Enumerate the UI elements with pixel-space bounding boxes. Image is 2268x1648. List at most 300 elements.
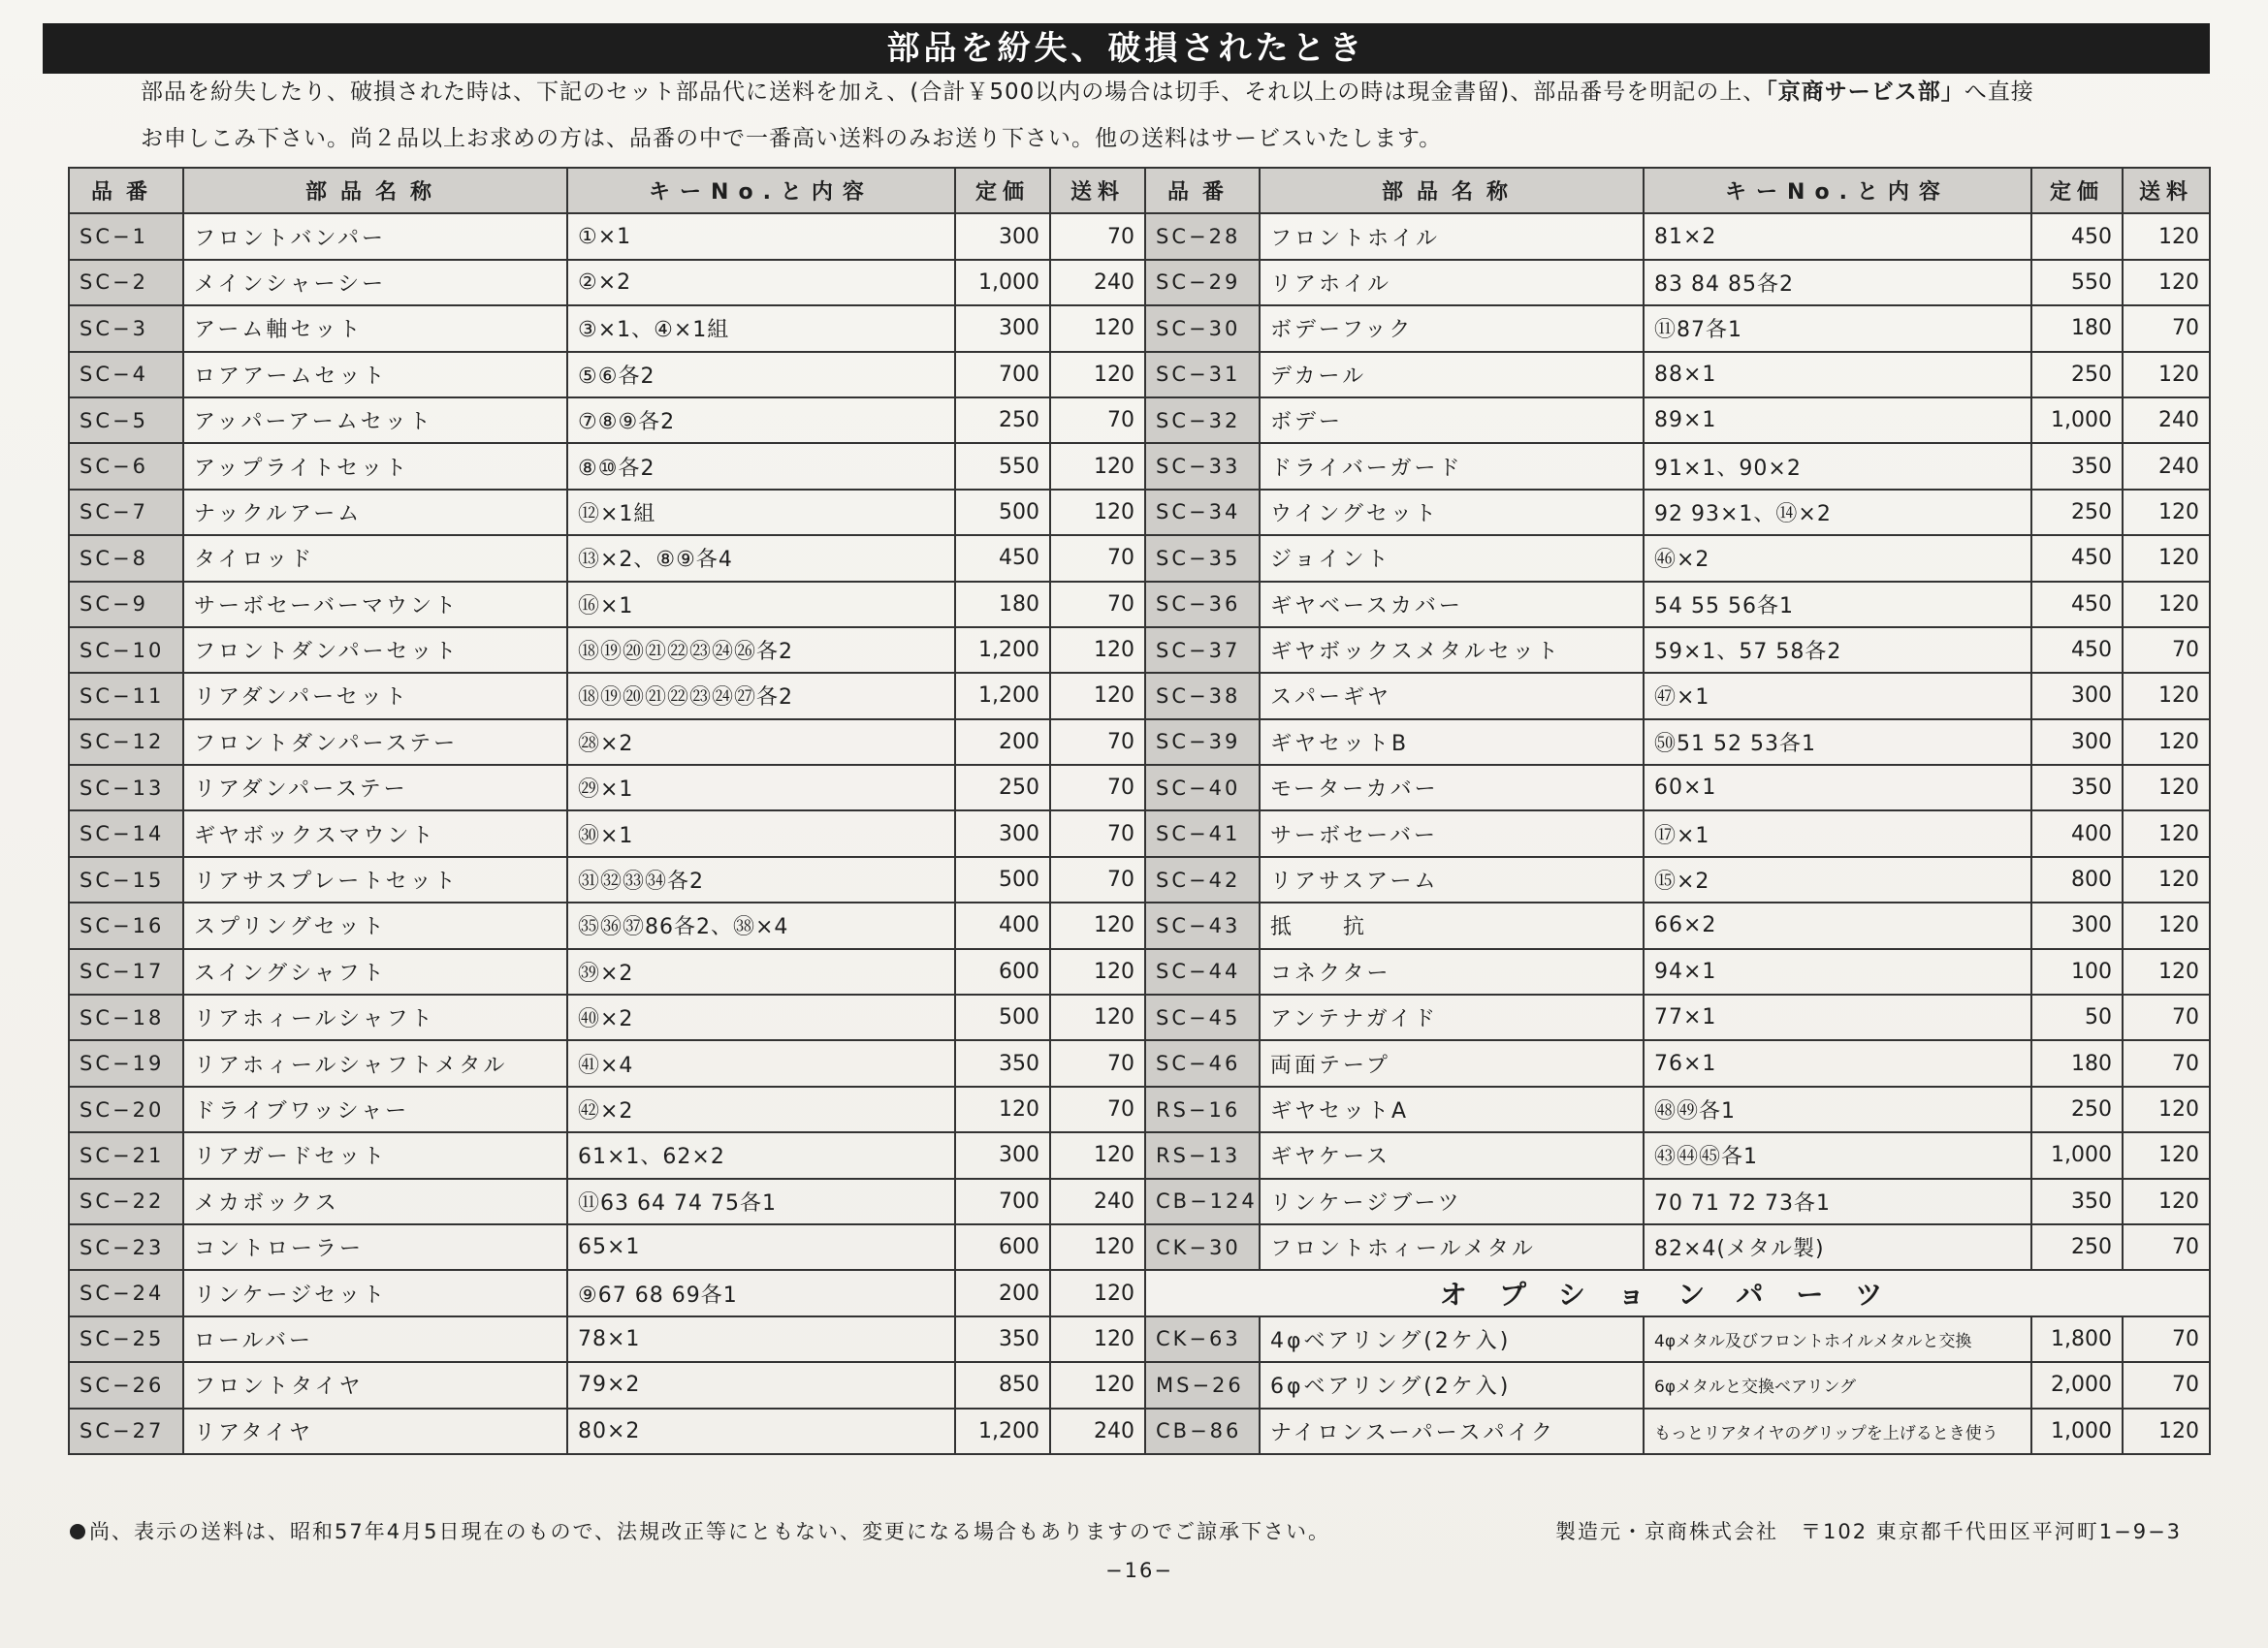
part-code: SC−24 <box>69 1270 183 1315</box>
part-code: SC−34 <box>1145 490 1260 535</box>
part-shipping: 120 <box>2123 582 2210 627</box>
part-key: 54 55 56各1 <box>1644 582 2031 627</box>
part-name: リアダンパーセット <box>183 673 567 718</box>
part-name: ジョイント <box>1260 535 1644 581</box>
part-key: ⑪87各1 <box>1644 305 2031 351</box>
part-code: CB−124 <box>1145 1179 1260 1224</box>
part-shipping: 120 <box>2123 949 2210 995</box>
shipping-note-text: 尚、表示の送料は、昭和57年4月5日現在のもので、法規改正等にともない、変更になる場合もありますのでご諒承下さい。 <box>89 1520 1331 1543</box>
part-key: 76×1 <box>1644 1040 2031 1086</box>
table-row <box>69 1179 2210 1224</box>
part-key: ⑱⑲⑳㉑㉒㉓㉔㉖各2 <box>567 627 955 673</box>
part-key: 89×1 <box>1644 397 2031 443</box>
part-code: SC−37 <box>1145 627 1260 673</box>
part-shipping: 120 <box>1050 1224 1145 1270</box>
table-row <box>69 857 2210 903</box>
table-row <box>69 627 2210 673</box>
part-price: 350 <box>2031 1179 2123 1224</box>
header-key: キーNo.と内容 <box>567 168 955 213</box>
part-price: 350 <box>955 1040 1050 1086</box>
part-name: リアサスアーム <box>1260 857 1644 903</box>
part-price: 350 <box>2031 443 2123 489</box>
part-key: 66×2 <box>1644 903 2031 948</box>
part-price: 400 <box>2031 810 2123 856</box>
table-row <box>69 305 2210 351</box>
part-name: 抵 抗 <box>1260 903 1644 948</box>
part-key: ㊶×4 <box>567 1040 955 1086</box>
part-key: 81×2 <box>1644 213 2031 259</box>
part-name: ギヤボックスメタルセット <box>1260 627 1644 673</box>
part-key: ⑯×1 <box>567 582 955 627</box>
part-shipping: 120 <box>1050 627 1145 673</box>
part-key: ⑰×1 <box>1644 810 2031 856</box>
part-name: リアホィールシャフト <box>183 995 567 1040</box>
part-key: 94×1 <box>1644 949 2031 995</box>
part-code: SC−11 <box>69 673 183 718</box>
part-code: SC−46 <box>1145 1040 1260 1086</box>
part-price: 450 <box>2031 535 2123 581</box>
part-shipping: 120 <box>1050 995 1145 1040</box>
table-row <box>69 995 2210 1040</box>
table-row <box>69 1132 2210 1178</box>
part-key: ⑮×2 <box>1644 857 2031 903</box>
part-shipping: 70 <box>1050 213 1145 259</box>
part-shipping: 120 <box>1050 949 1145 995</box>
part-shipping: 70 <box>1050 582 1145 627</box>
part-code: SC−27 <box>69 1409 183 1454</box>
part-key: 92 93×1、⑭×2 <box>1644 490 2031 535</box>
part-price: 50 <box>2031 995 2123 1040</box>
table-row <box>69 1087 2210 1132</box>
part-code: SC−31 <box>1145 352 1260 397</box>
part-key: ⑨67 68 69各1 <box>567 1270 955 1315</box>
part-code: SC−42 <box>1145 857 1260 903</box>
part-name: ロールバー <box>183 1316 567 1362</box>
part-shipping: 70 <box>1050 1040 1145 1086</box>
part-shipping: 120 <box>1050 903 1145 948</box>
part-key: ㉟㊱㊲86各2、㊳×4 <box>567 903 955 948</box>
table-row <box>69 213 2210 259</box>
part-code: SC−22 <box>69 1179 183 1224</box>
manufacturer-info: 製造元・京商株式会社 〒102 東京都千代田区平河町1−9−3 <box>1555 1520 2183 1543</box>
part-key: ①×1 <box>567 213 955 259</box>
part-name: サーボセーバーマウント <box>183 582 567 627</box>
part-code: SC−17 <box>69 949 183 995</box>
part-price: 1,000 <box>2031 397 2123 443</box>
table-row <box>69 673 2210 718</box>
part-code: SC−18 <box>69 995 183 1040</box>
service-dept-name: 「京商サービス部」 <box>1766 79 1965 105</box>
part-price: 180 <box>2031 305 2123 351</box>
part-name: フロントホィールメタル <box>1260 1224 1644 1270</box>
part-key: 65×1 <box>567 1224 955 1270</box>
table-row <box>69 903 2210 948</box>
part-shipping: 70 <box>2123 305 2210 351</box>
part-price: 100 <box>2031 949 2123 995</box>
part-name: ドライバーガード <box>1260 443 1644 489</box>
page-number: −16− <box>1105 1559 1173 1582</box>
part-shipping: 120 <box>2123 719 2210 765</box>
part-shipping: 120 <box>2123 810 2210 856</box>
part-code: SC−1 <box>69 213 183 259</box>
part-shipping: 120 <box>2123 903 2210 948</box>
table-row <box>69 1270 2210 1315</box>
part-price: 250 <box>2031 352 2123 397</box>
part-name: ウイングセット <box>1260 490 1644 535</box>
option-description: もっとリアタイヤのグリップを上げるとき使う <box>1644 1409 2031 1454</box>
part-price: 180 <box>2031 1040 2123 1086</box>
part-shipping: 120 <box>2123 765 2210 810</box>
part-name: ギヤケース <box>1260 1132 1644 1178</box>
table-row <box>69 765 2210 810</box>
part-price: 1,200 <box>955 627 1050 673</box>
header-row <box>69 168 2210 213</box>
part-price: 850 <box>955 1362 1050 1408</box>
part-shipping: 70 <box>1050 719 1145 765</box>
part-name: フロントタイヤ <box>183 1362 567 1408</box>
part-price: 300 <box>955 305 1050 351</box>
part-code: SC−40 <box>1145 765 1260 810</box>
part-name: フロントバンパー <box>183 213 567 259</box>
option-shipping: 70 <box>2123 1362 2210 1408</box>
part-key: 88×1 <box>1644 352 2031 397</box>
part-code: CK−30 <box>1145 1224 1260 1270</box>
part-code: SC−41 <box>1145 810 1260 856</box>
part-key: ⑦⑧⑨各2 <box>567 397 955 443</box>
part-code: SC−26 <box>69 1362 183 1408</box>
part-key: ㉛㉜㉝㉞各2 <box>567 857 955 903</box>
part-shipping: 70 <box>1050 857 1145 903</box>
header-key: キーNo.と内容 <box>1644 168 2031 213</box>
part-code: SC−39 <box>1145 719 1260 765</box>
part-name: 両面テープ <box>1260 1040 1644 1086</box>
part-name: モーターカバー <box>1260 765 1644 810</box>
part-code: SC−32 <box>1145 397 1260 443</box>
part-price: 800 <box>2031 857 2123 903</box>
table-row <box>69 582 2210 627</box>
part-name: コントローラー <box>183 1224 567 1270</box>
part-price: 700 <box>955 1179 1050 1224</box>
part-name: アンテナガイド <box>1260 995 1644 1040</box>
header-name: 部品名称 <box>183 168 567 213</box>
part-name: リアホィールシャフトメタル <box>183 1040 567 1086</box>
part-shipping: 120 <box>2123 535 2210 581</box>
part-code: SC−19 <box>69 1040 183 1086</box>
part-name: メインシャーシー <box>183 260 567 305</box>
table-row <box>69 260 2210 305</box>
part-name: ボデーフック <box>1260 305 1644 351</box>
part-shipping: 70 <box>2123 1224 2210 1270</box>
part-shipping: 70 <box>1050 810 1145 856</box>
part-name: フロントダンパーセット <box>183 627 567 673</box>
table-row <box>69 719 2210 765</box>
part-price: 600 <box>955 1224 1050 1270</box>
part-key: ③×1、④×1組 <box>567 305 955 351</box>
part-shipping: 120 <box>2123 1179 2210 1224</box>
part-price: 500 <box>955 490 1050 535</box>
part-key: ⑫×1組 <box>567 490 955 535</box>
part-name: コネクター <box>1260 949 1644 995</box>
part-price: 450 <box>955 535 1050 581</box>
part-key: ㊸㊹㊺各1 <box>1644 1132 2031 1178</box>
part-shipping: 120 <box>2123 1132 2210 1178</box>
part-code: SC−28 <box>1145 213 1260 259</box>
parts-table <box>68 167 2211 1455</box>
parts-table-body <box>69 213 2210 1454</box>
part-shipping: 120 <box>1050 1316 1145 1362</box>
part-name: フロントダンパーステー <box>183 719 567 765</box>
part-key: 91×1、90×2 <box>1644 443 2031 489</box>
header-ship: 送料 <box>1050 168 1145 213</box>
part-price: 1,000 <box>955 260 1050 305</box>
intro-text-end: へ直接 <box>1964 79 2034 105</box>
part-price: 1,200 <box>955 1409 1050 1454</box>
part-shipping: 120 <box>1050 1132 1145 1178</box>
table-row <box>69 535 2210 581</box>
part-shipping: 120 <box>1050 673 1145 718</box>
part-key: 60×1 <box>1644 765 2031 810</box>
part-code: SC−43 <box>1145 903 1260 948</box>
part-name: アーム軸セット <box>183 305 567 351</box>
part-name: アップライトセット <box>183 443 567 489</box>
part-price: 250 <box>2031 1224 2123 1270</box>
part-price: 700 <box>955 352 1050 397</box>
part-name: リンケージブーツ <box>1260 1179 1644 1224</box>
part-code: RS−16 <box>1145 1087 1260 1132</box>
option-name: 6φベアリング(2ケ入) <box>1260 1362 1644 1408</box>
part-code: SC−21 <box>69 1132 183 1178</box>
part-shipping: 70 <box>1050 535 1145 581</box>
part-code: SC−14 <box>69 810 183 856</box>
part-shipping: 120 <box>1050 490 1145 535</box>
part-name: ドライブワッシャー <box>183 1087 567 1132</box>
bullet-icon <box>70 1524 85 1539</box>
part-key: 82×4(メタル製) <box>1644 1224 2031 1270</box>
part-shipping: 120 <box>1050 305 1145 351</box>
part-shipping: 120 <box>1050 443 1145 489</box>
part-name: ギヤベースカバー <box>1260 582 1644 627</box>
part-name: リアサスプレートセット <box>183 857 567 903</box>
table-row <box>69 443 2210 489</box>
part-name: アッパーアームセット <box>183 397 567 443</box>
part-name: ギヤセットB <box>1260 719 1644 765</box>
part-code: SC−30 <box>1145 305 1260 351</box>
part-code: SC−44 <box>1145 949 1260 995</box>
part-key: 61×1、62×2 <box>567 1132 955 1178</box>
table-row <box>69 810 2210 856</box>
part-key: ②×2 <box>567 260 955 305</box>
part-key: ㊴×2 <box>567 949 955 995</box>
part-code: SC−36 <box>1145 582 1260 627</box>
part-name: スパーギヤ <box>1260 673 1644 718</box>
table-row <box>69 397 2210 443</box>
part-price: 1,200 <box>955 673 1050 718</box>
part-key: 83 84 85各2 <box>1644 260 2031 305</box>
part-code: SC−35 <box>1145 535 1260 581</box>
part-price: 400 <box>955 903 1050 948</box>
part-shipping: 120 <box>2123 1087 2210 1132</box>
part-price: 300 <box>955 213 1050 259</box>
part-key: 78×1 <box>567 1316 955 1362</box>
part-code: SC−20 <box>69 1087 183 1132</box>
part-price: 250 <box>955 765 1050 810</box>
part-code: SC−4 <box>69 352 183 397</box>
part-price: 250 <box>955 397 1050 443</box>
intro-line-1 <box>141 78 2216 107</box>
page-title: 部品を紛失、破損されたとき <box>43 23 2210 74</box>
part-name: ギヤセットA <box>1260 1087 1644 1132</box>
part-name: リアガードセット <box>183 1132 567 1178</box>
part-key: 77×1 <box>1644 995 2031 1040</box>
option-description: 6φメタルと交換ベアリング <box>1644 1362 2031 1408</box>
part-key: ㉙×1 <box>567 765 955 810</box>
intro-line-2: お申しこみ下さい。尚２品以上お求めの方は、品番の中で一番高い送料のみお送り下さい。他の送料はサービスいたします。 <box>141 126 1443 151</box>
part-name: ギヤボックスマウント <box>183 810 567 856</box>
part-shipping: 240 <box>1050 260 1145 305</box>
part-name: リアタイヤ <box>183 1409 567 1454</box>
part-price: 180 <box>955 582 1050 627</box>
table-row <box>69 490 2210 535</box>
part-key: ㊻×2 <box>1644 535 2031 581</box>
part-price: 300 <box>2031 903 2123 948</box>
part-price: 500 <box>955 995 1050 1040</box>
part-shipping: 240 <box>1050 1179 1145 1224</box>
part-price: 200 <box>955 719 1050 765</box>
part-code: SC−15 <box>69 857 183 903</box>
table-row <box>69 1362 2210 1408</box>
part-key: 59×1、57 58各2 <box>1644 627 2031 673</box>
part-price: 300 <box>955 1132 1050 1178</box>
table-row <box>69 352 2210 397</box>
part-key: ㉚×1 <box>567 810 955 856</box>
part-price: 1,000 <box>2031 1132 2123 1178</box>
part-key: 70 71 72 73各1 <box>1644 1179 2031 1224</box>
part-price: 350 <box>2031 765 2123 810</box>
part-shipping: 240 <box>2123 443 2210 489</box>
part-key: ㉘×2 <box>567 719 955 765</box>
part-shipping: 240 <box>1050 1409 1145 1454</box>
part-shipping: 120 <box>1050 352 1145 397</box>
part-price: 600 <box>955 949 1050 995</box>
part-name: タイロッド <box>183 535 567 581</box>
part-name: リアホイル <box>1260 260 1644 305</box>
part-code: SC−16 <box>69 903 183 948</box>
part-shipping: 70 <box>1050 1087 1145 1132</box>
table-row <box>69 1409 2210 1454</box>
part-shipping: 70 <box>1050 765 1145 810</box>
option-shipping: 120 <box>2123 1409 2210 1454</box>
option-shipping: 70 <box>2123 1316 2210 1362</box>
part-code: SC−12 <box>69 719 183 765</box>
part-name: スプリングセット <box>183 903 567 948</box>
part-price: 550 <box>2031 260 2123 305</box>
part-price: 300 <box>955 810 1050 856</box>
option-price: 1,000 <box>2031 1409 2123 1454</box>
part-price: 450 <box>2031 213 2123 259</box>
header-price: 定価 <box>955 168 1050 213</box>
part-shipping: 70 <box>2123 627 2210 673</box>
part-price: 450 <box>2031 627 2123 673</box>
part-name: デカール <box>1260 352 1644 397</box>
part-name: ロアアームセット <box>183 352 567 397</box>
part-shipping: 120 <box>2123 673 2210 718</box>
part-code: SC−7 <box>69 490 183 535</box>
part-price: 120 <box>955 1087 1050 1132</box>
part-code: SC−6 <box>69 443 183 489</box>
part-shipping: 120 <box>2123 857 2210 903</box>
part-code: RS−13 <box>1145 1132 1260 1178</box>
part-key: 79×2 <box>567 1362 955 1408</box>
part-shipping: 120 <box>2123 260 2210 305</box>
part-name: ボデー <box>1260 397 1644 443</box>
part-shipping: 70 <box>2123 995 2210 1040</box>
part-price: 500 <box>955 857 1050 903</box>
part-code: SC−3 <box>69 305 183 351</box>
header-name: 部品名称 <box>1260 168 1644 213</box>
header-code: 品番 <box>1145 168 1260 213</box>
header-ship: 送料 <box>2123 168 2210 213</box>
option-parts-heading: オプションパーツ <box>1145 1270 2210 1315</box>
part-name: リアダンパーステー <box>183 765 567 810</box>
part-key: ⑤⑥各2 <box>567 352 955 397</box>
part-code: SC−29 <box>1145 260 1260 305</box>
part-code: SC−8 <box>69 535 183 581</box>
option-price: 2,000 <box>2031 1362 2123 1408</box>
part-key: ㊿51 52 53各1 <box>1644 719 2031 765</box>
part-shipping: 120 <box>2123 490 2210 535</box>
option-description: 4φメタル及びフロントホイルメタルと交換 <box>1644 1316 2031 1362</box>
option-code: CB−86 <box>1145 1409 1260 1454</box>
part-name: ナックルアーム <box>183 490 567 535</box>
part-code: SC−13 <box>69 765 183 810</box>
part-name: フロントホイル <box>1260 213 1644 259</box>
part-shipping: 70 <box>2123 1040 2210 1086</box>
table-row <box>69 1316 2210 1362</box>
part-key: ⑪63 64 74 75各1 <box>567 1179 955 1224</box>
part-price: 350 <box>955 1316 1050 1362</box>
part-name: スイングシャフト <box>183 949 567 995</box>
part-price: 450 <box>2031 582 2123 627</box>
option-name: 4φベアリング(2ケ入) <box>1260 1316 1644 1362</box>
part-code: SC−25 <box>69 1316 183 1362</box>
part-shipping: 70 <box>1050 397 1145 443</box>
table-row <box>69 1040 2210 1086</box>
part-price: 300 <box>2031 719 2123 765</box>
option-price: 1,800 <box>2031 1316 2123 1362</box>
part-shipping: 120 <box>2123 213 2210 259</box>
part-key: ⑬×2、⑧⑨各4 <box>567 535 955 581</box>
part-price: 550 <box>955 443 1050 489</box>
part-name: サーボセーバー <box>1260 810 1644 856</box>
intro-text: 部品を紛失したり、破損された時は、下記のセット部品代に送料を加え、(合計￥500以内の場合は切手、それ以上の時は現金書留)、部品番号を明記の上、 <box>141 79 1767 105</box>
part-price: 200 <box>955 1270 1050 1315</box>
part-code: SC−2 <box>69 260 183 305</box>
part-shipping: 120 <box>1050 1362 1145 1408</box>
part-key: ㊼×1 <box>1644 673 2031 718</box>
option-code: MS−26 <box>1145 1362 1260 1408</box>
part-code: SC−23 <box>69 1224 183 1270</box>
option-name: ナイロンスーパースパイク <box>1260 1409 1644 1454</box>
part-name: リンケージセット <box>183 1270 567 1315</box>
part-code: SC−9 <box>69 582 183 627</box>
option-code: CK−63 <box>1145 1316 1260 1362</box>
part-shipping: 120 <box>1050 1270 1145 1315</box>
part-code: SC−45 <box>1145 995 1260 1040</box>
part-key: ㊵×2 <box>567 995 955 1040</box>
part-key: ㊷×2 <box>567 1087 955 1132</box>
part-code: SC−10 <box>69 627 183 673</box>
part-key: ⑧⑩各2 <box>567 443 955 489</box>
